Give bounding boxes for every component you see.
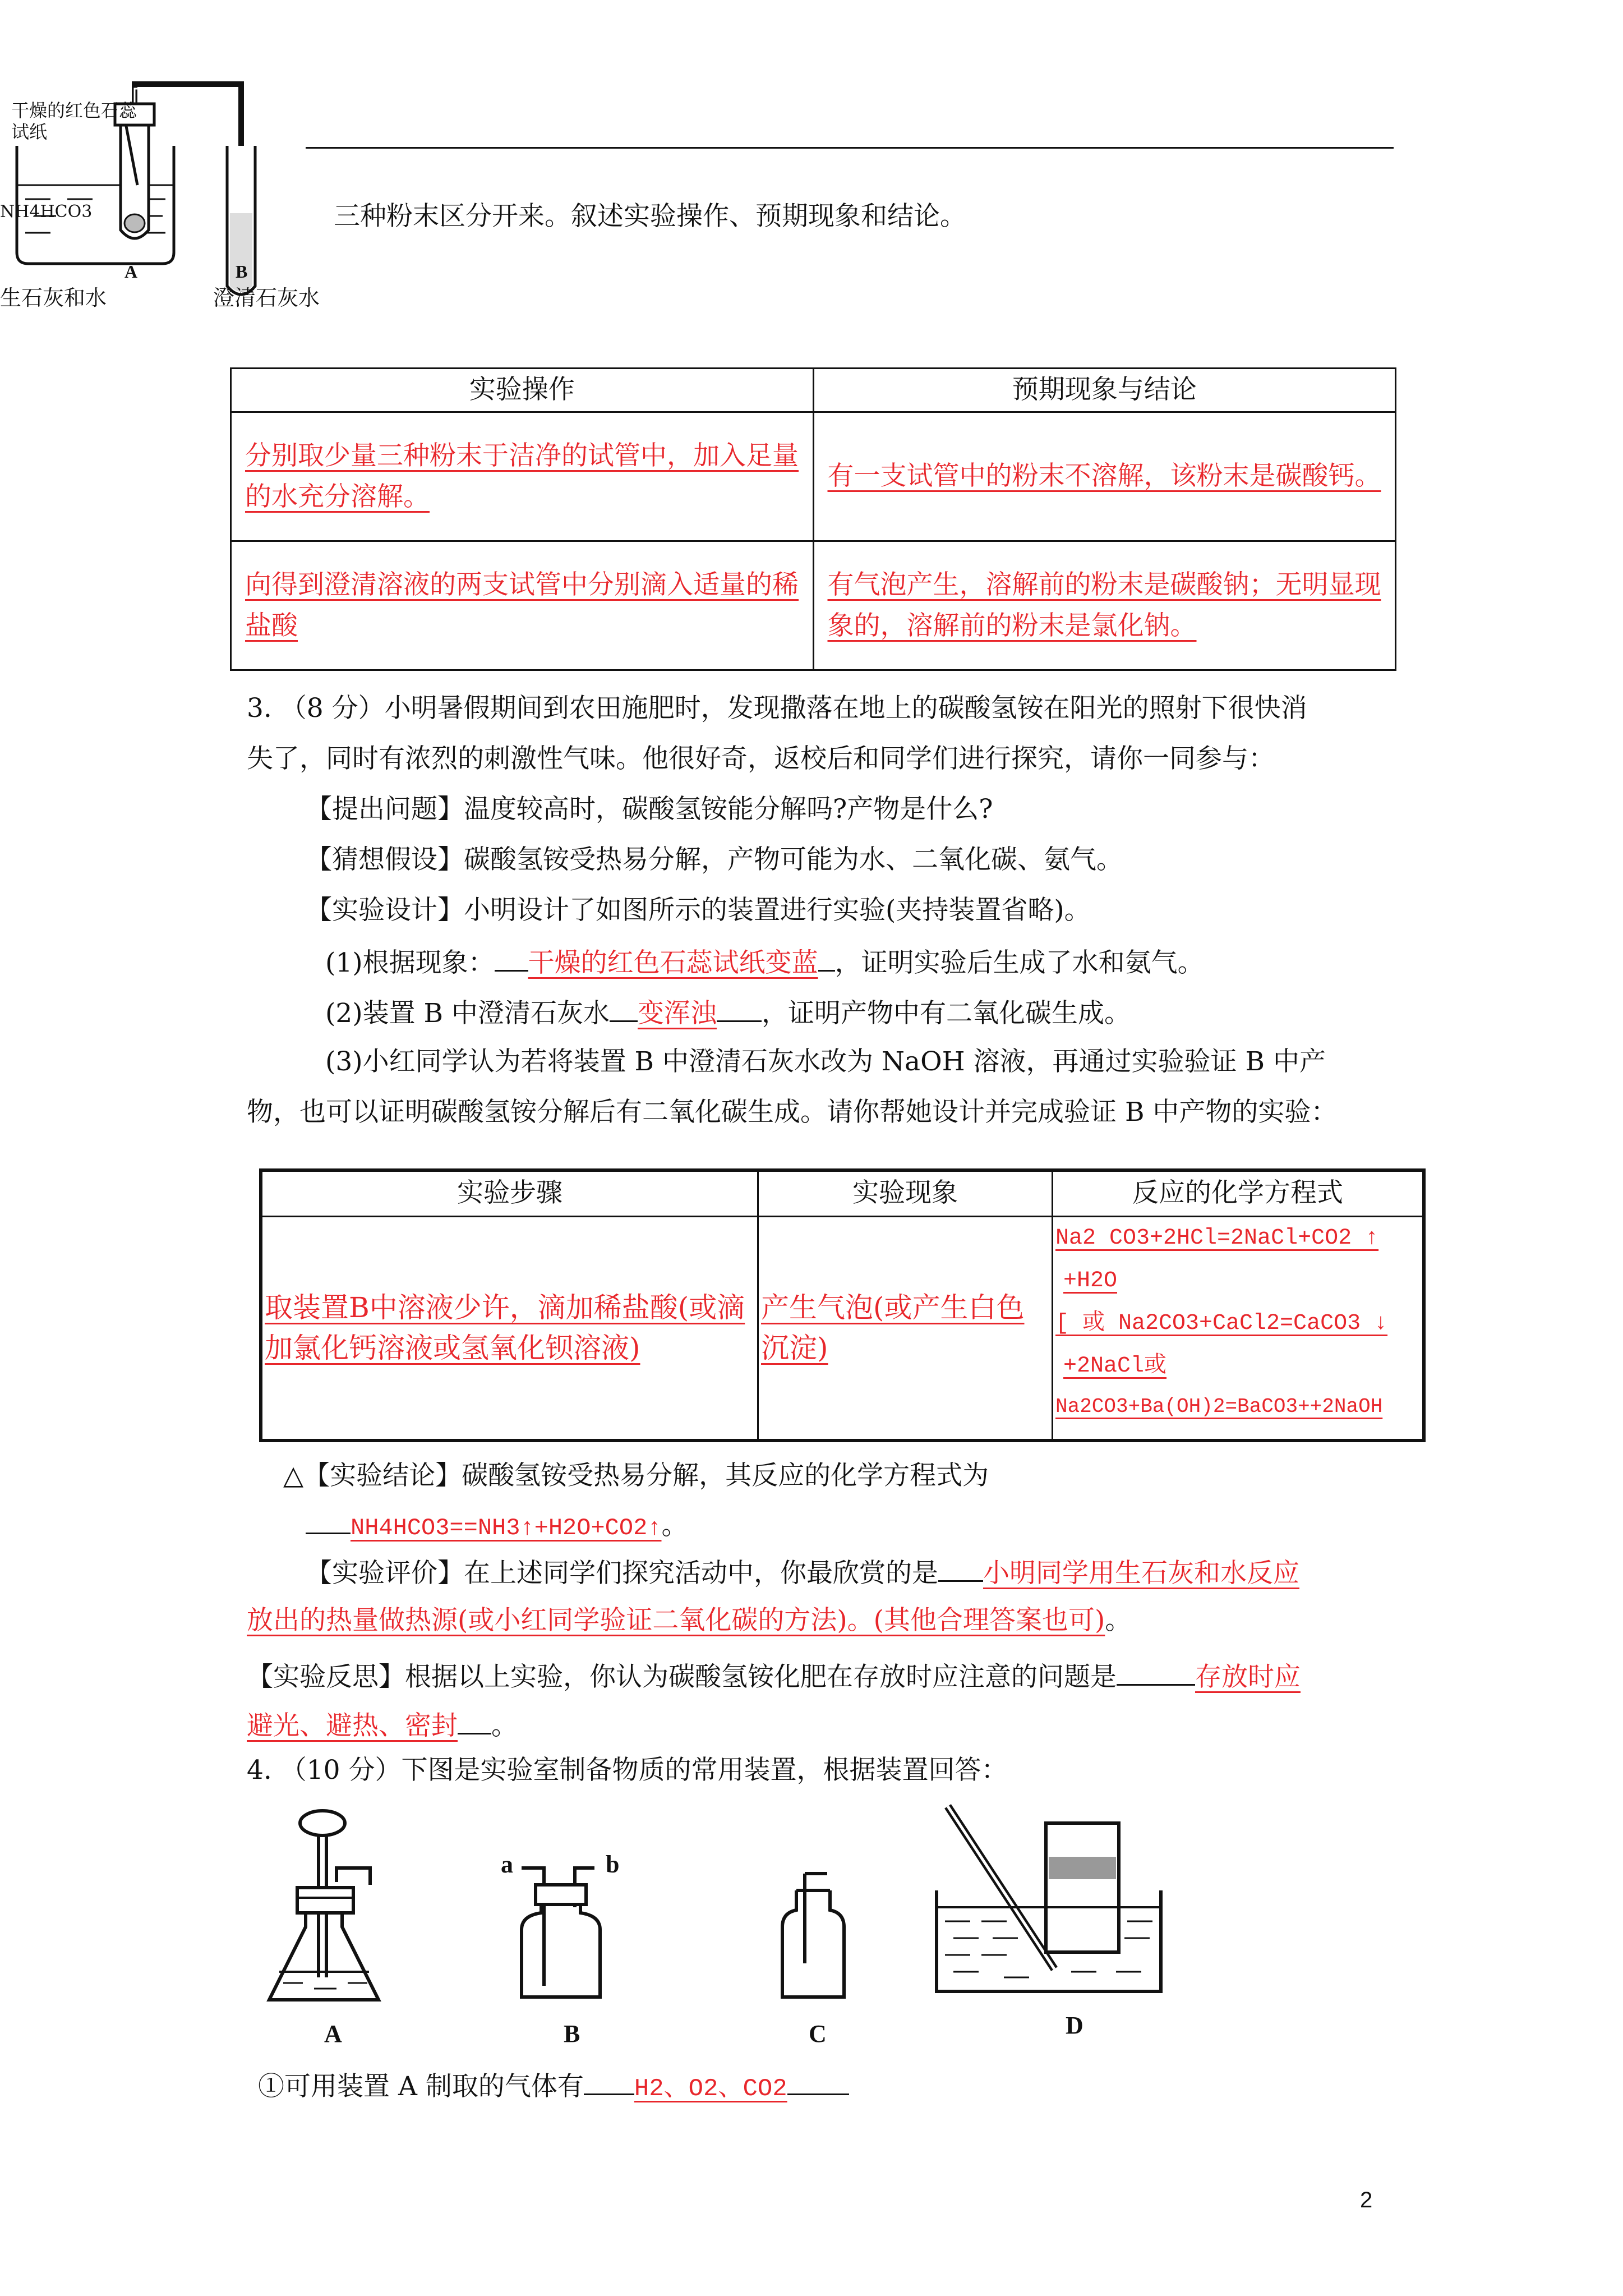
conclusion-equation-line <box>306 1506 688 1544</box>
equation-cell <box>1053 1216 1424 1441</box>
apparatus-b-figure <box>510 1862 617 2008</box>
answer-blank <box>717 994 762 1022</box>
evaluation-end: 。 <box>1105 1605 1132 1636</box>
q3-part3-line2: 物，也可以证明碳酸氢铵分解后有二氧化碳生成。请你帮她设计并完成验证 B 中产物的实验： <box>247 1097 1338 1128</box>
q4-head: 4. （10 分）下图是实验室制备物质的常用装置，根据装置回答： <box>247 1755 1008 1786</box>
apparatus-caption-a: 生石灰和水 <box>0 286 107 310</box>
apparatus-label-reagent: NH4HCO3 <box>0 202 93 222</box>
q3-head-line1: 3. （8 分）小明暑假期间到农田施肥时，发现撒落在地上的碳酸氢铵在阳光的照射下很快消 <box>247 693 1307 724</box>
intro-text: 三种粉末区分开来。叙述实验操作、预期现象和结论。 <box>334 201 966 232</box>
evaluation-answer-2: 放出的热量做热源(或小红同学验证二氧化碳的方法)。(其他合理答案也可) <box>247 1605 1105 1636</box>
q3-part1-suffix: ，证明实验后生成了水和氨气。 <box>834 947 1204 978</box>
port-label-a: a <box>501 1851 513 1878</box>
apparatus-caption-b: 澄清石灰水 <box>213 286 320 310</box>
header-step: 实验步骤 <box>261 1170 758 1216</box>
top-rule <box>306 147 1394 149</box>
evaluation-prompt: 【实验评价】在上述同学们探究活动中，你最欣赏的是 <box>306 1558 938 1589</box>
header-result: 预期现象与结论 <box>813 369 1396 412</box>
equation-line-2: +H2O <box>1063 1268 1118 1294</box>
conclusion-equation: NH4HCO3==NH3↑+H2O+CO2↑ <box>351 1515 662 1542</box>
step-cell: 取装置B中溶液少许，滴加稀盐酸(或滴加氯化钙溶液或氢氧化钡溶液) <box>265 1291 745 1365</box>
apparatus-c-figure <box>771 1868 855 2008</box>
q3-design: 【实验设计】小明设计了如图所示的装置进行实验(夹持装置省略)。 <box>306 895 1091 926</box>
row1-result: 有一支试管中的粉末不溶解，该粉末是碳酸钙。 <box>827 461 1381 492</box>
answer-blank <box>306 1506 351 1534</box>
q3-part1 <box>325 944 1204 980</box>
q3-part2 <box>325 994 1131 1030</box>
q3-head-line2: 失了，同时有浓烈的刺激性气味。他很好奇，返校后和同学们进行探究，请你一同参与： <box>247 743 1275 774</box>
reflection-line1 <box>247 1658 1301 1694</box>
q4-part1-answer: H2、O2、CO2 <box>634 2075 787 2103</box>
apparatus-label-a: A <box>125 261 138 282</box>
reflection-answer-2: 避光、避热、密封 <box>247 1710 458 1741</box>
label-d: D <box>1066 2012 1083 2039</box>
conclusion-line: △【实验结论】碳酸氢铵受热易分解，其反应的化学方程式为 <box>283 1460 989 1491</box>
header-phenomenon: 实验现象 <box>758 1170 1053 1216</box>
answer-blank <box>1117 1658 1195 1686</box>
table-distinguish-powders <box>230 367 1396 671</box>
conclusion-end: 。 <box>661 1510 688 1541</box>
q3-part1-answer: 干燥的红色石蕊试纸变蓝 <box>528 947 818 978</box>
q3-ask: 【提出问题】温度较高时，碳酸氢铵能分解吗?产物是什么? <box>306 794 993 825</box>
phenomenon-cell: 产生气泡(或产生白色沉淀) <box>761 1291 1025 1365</box>
table-header-row <box>231 369 1396 412</box>
label-c: C <box>809 2020 827 2047</box>
equation-line-1: Na2 CO3+2HCl=2NaCl+CO2 ↑ <box>1055 1225 1379 1251</box>
q3-part2-answer: 变浑浊 <box>638 998 717 1029</box>
answer-blank <box>787 2067 849 2095</box>
row2-operation: 向得到澄清溶液的两支试管中分别滴入适量的稀盐酸 <box>245 569 799 641</box>
table-row <box>261 1216 1424 1441</box>
row1-operation: 分别取少量三种粉末于洁净的试管中，加入足量的水充分溶解。 <box>245 440 799 512</box>
header-equation: 反应的化学方程式 <box>1053 1170 1424 1216</box>
port-label-b: b <box>606 1851 620 1878</box>
reflection-end: 。 <box>491 1710 518 1741</box>
reflection-answer-1: 存放时应 <box>1195 1662 1301 1692</box>
table-header-row <box>261 1170 1424 1216</box>
q3-part3-line1: (3)小红同学认为若将装置 B 中澄清石灰水改为 NaOH 溶液，再通过实验验证 B 中产 <box>325 1046 1326 1077</box>
apparatus-a-figure <box>258 1803 404 2017</box>
answer-blank <box>584 2067 634 2095</box>
label-b: B <box>564 2020 580 2047</box>
q3-part1-prompt: (1)根据现象： <box>325 947 495 978</box>
reflection-line2 <box>247 1706 518 1743</box>
evaluation-line2 <box>247 1603 1131 1637</box>
answer-blank <box>610 994 638 1022</box>
q4-part1-prompt: ①可用装置 A 制取的气体有 <box>258 2071 584 2102</box>
label-a: A <box>324 2020 342 2047</box>
reflection-prompt: 【实验反思】根据以上实验，你认为碳酸氢铵化肥在存放时应注意的问题是 <box>247 1662 1117 1692</box>
apparatus-label-b: B <box>236 261 248 282</box>
table-row <box>231 412 1396 541</box>
evaluation-answer-1: 小明同学用生石灰和水反应 <box>983 1558 1299 1589</box>
equation-line-4: +2NaCl或 <box>1063 1353 1167 1379</box>
header-operation: 实验操作 <box>231 369 814 412</box>
answer-blank <box>818 944 835 972</box>
q3-part2-prompt: (2)装置 B 中澄清石灰水 <box>325 998 610 1029</box>
equation-line-3: [ 或 Na2CO3+CaCl2=CaCO3 ↓ <box>1055 1310 1388 1336</box>
page-number: 2 <box>1360 2188 1373 2212</box>
apparatus-d-figure <box>931 1801 1166 2003</box>
answer-blank <box>938 1554 983 1582</box>
evaluation-line1 <box>306 1554 1299 1590</box>
apparatus-label-paper: 干燥的红色石蕊试纸 <box>11 100 137 143</box>
q3-guess: 【猜想假设】碳酸氢铵受热易分解，产物可能为水、二氧化碳、氨气。 <box>306 844 1123 875</box>
table-verify-product <box>259 1168 1426 1442</box>
equation-line-5: Na2CO3+Ba(OH)2=BaCO3++2NaOH <box>1055 1395 1383 1418</box>
table-row <box>231 541 1396 670</box>
row2-result: 有气泡产生，溶解前的粉末是碳酸钠；无明显现象的，溶解前的粉末是氯化钠。 <box>827 569 1381 641</box>
q3-part2-suffix: ，证明产物中有二氧化碳生成。 <box>762 998 1131 1029</box>
answer-blank <box>458 1706 491 1734</box>
answer-blank <box>495 944 528 972</box>
q4-part1 <box>258 2067 849 2105</box>
